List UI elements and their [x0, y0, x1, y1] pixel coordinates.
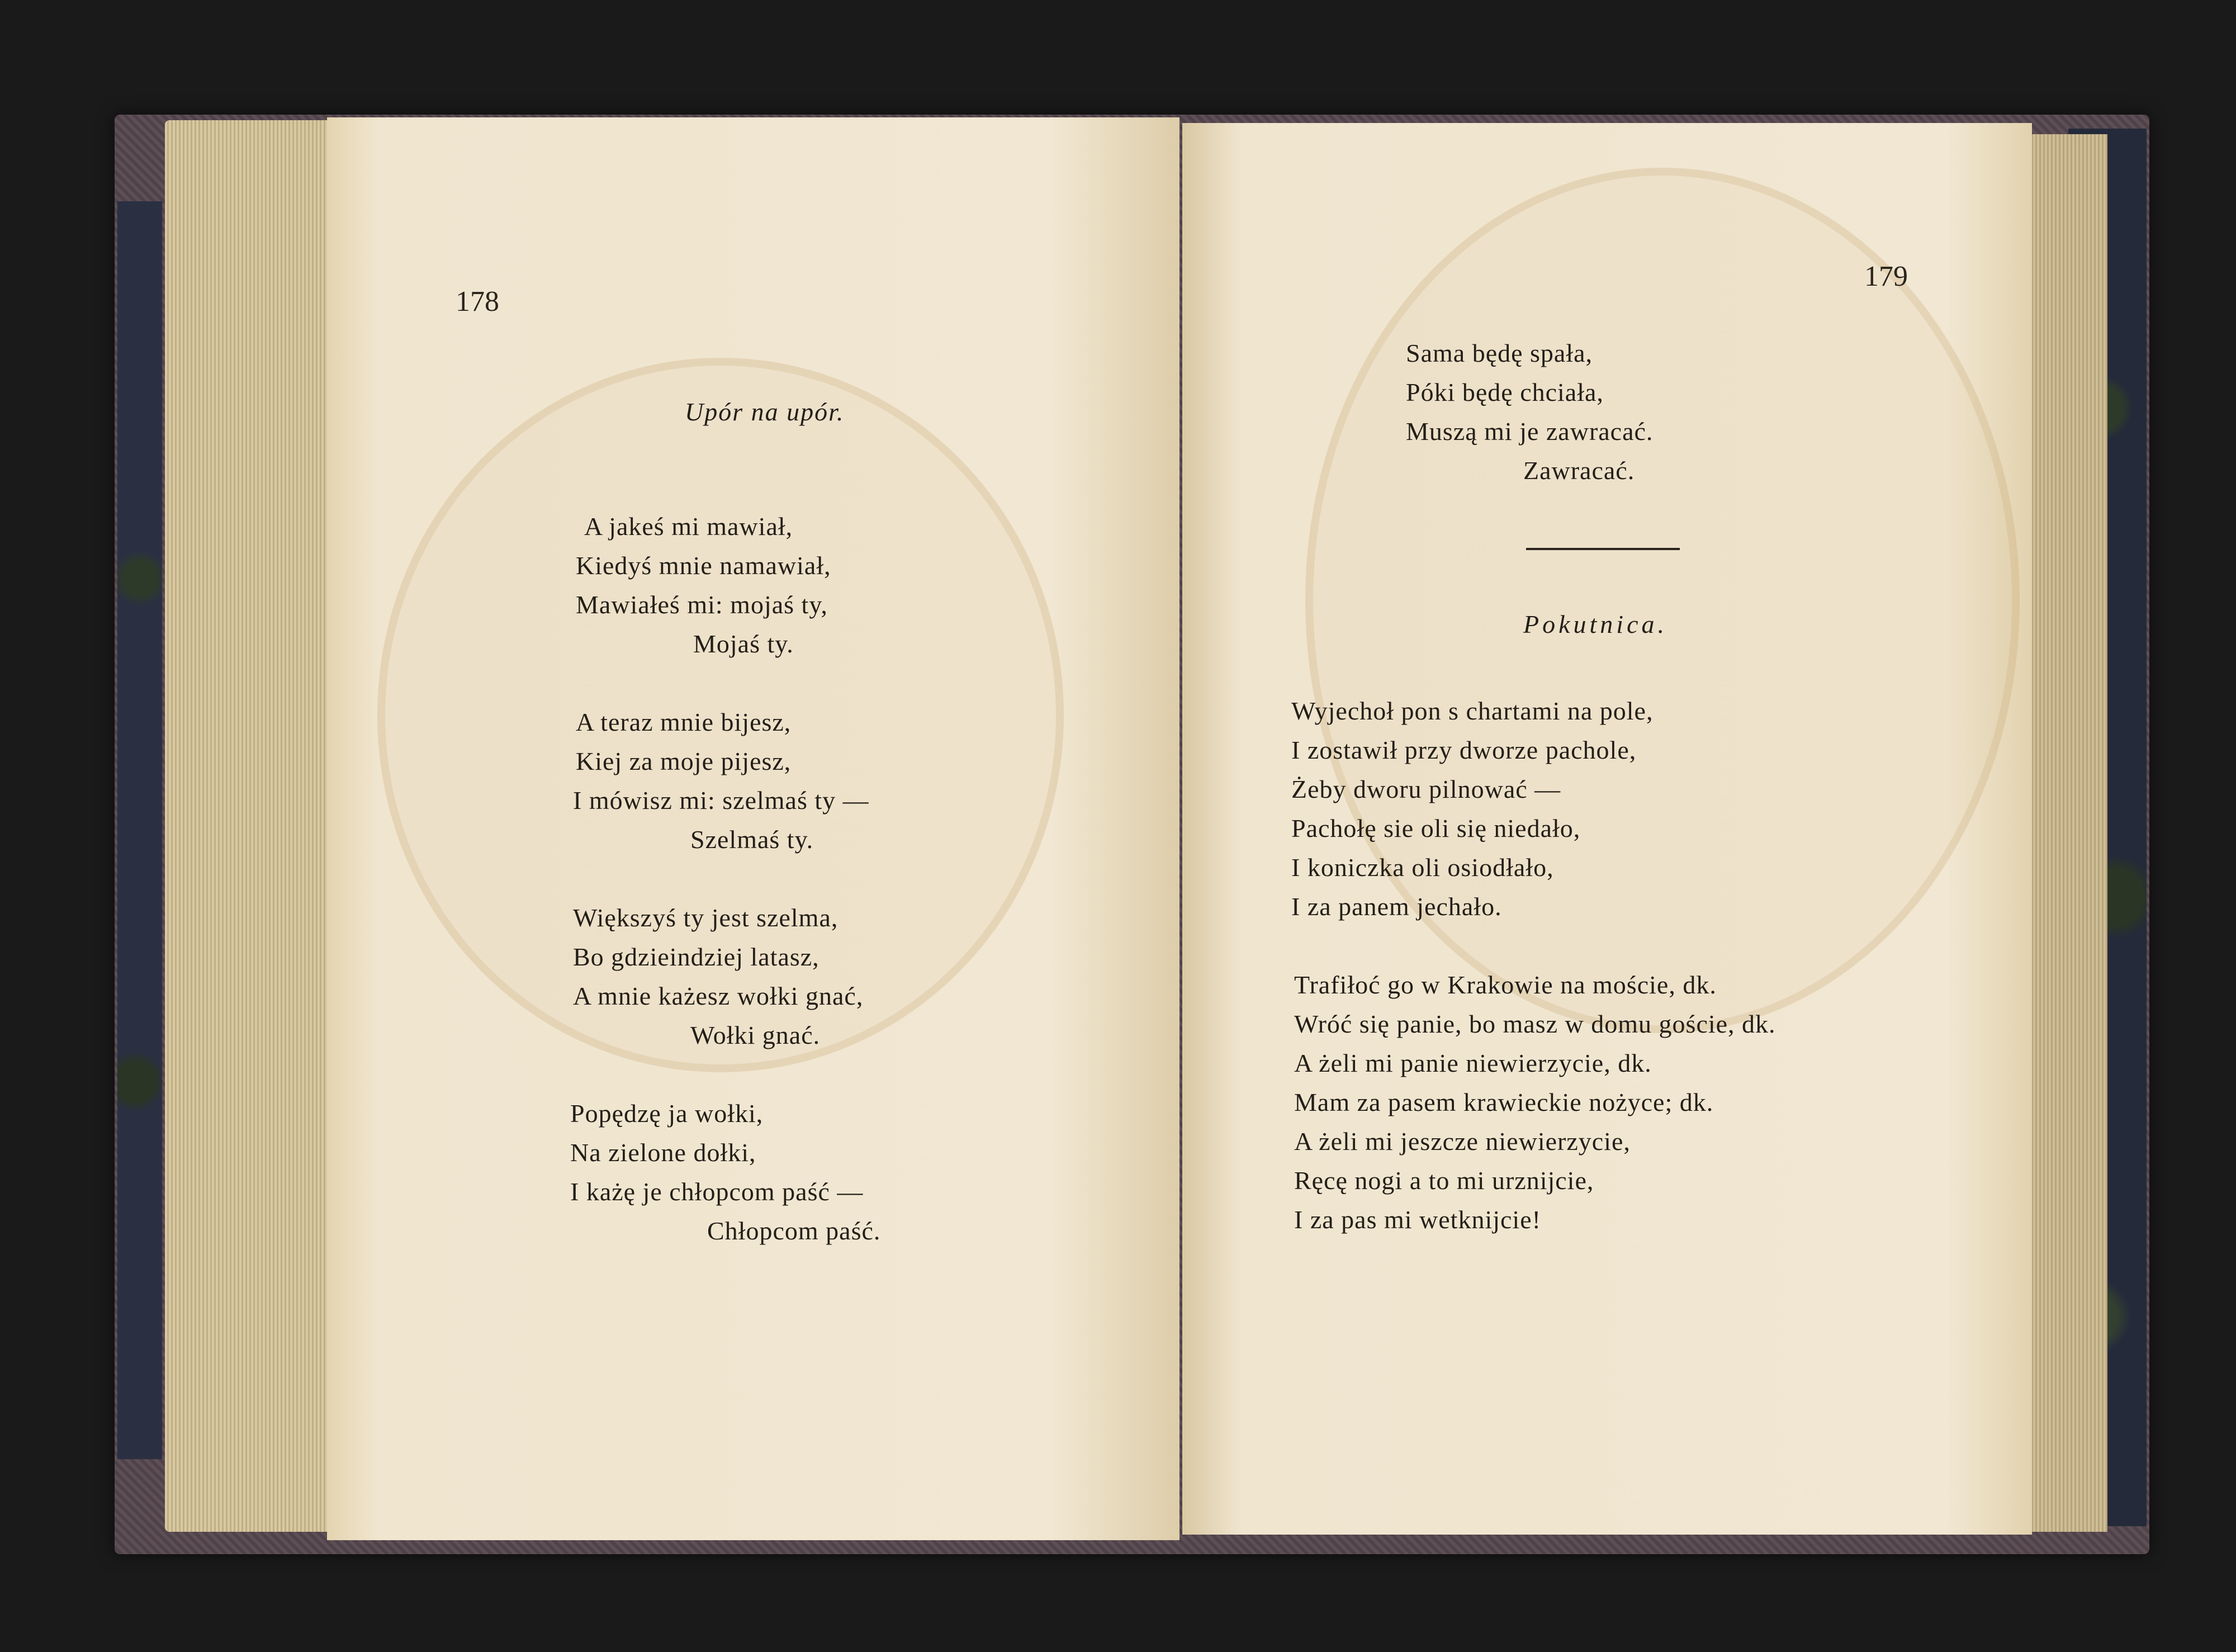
- verse-line: Sama będę spała,: [1406, 339, 1593, 367]
- page-number: 178: [456, 286, 499, 318]
- verse-line: Kiedyś mnie namawiał,: [576, 551, 831, 580]
- right-page: [1182, 123, 2032, 1535]
- verse-line: Mam za pasem krawieckie nożyce; dk.: [1294, 1088, 1714, 1116]
- verse-line: Ręcę nogi a to mi urznijcie,: [1294, 1166, 1594, 1195]
- verse-line: A żeli mi panie niewierzycie, dk.: [1294, 1049, 1652, 1077]
- page-number: 179: [1864, 261, 1908, 292]
- verse-line: Trafiłoć go w Krakowie na moście, dk.: [1294, 971, 1717, 999]
- verse-line: I mówisz mi: szelmaś ty —: [573, 786, 869, 815]
- verse-line: Wróć się panie, bo masz w domu goście, dk.: [1294, 1010, 1776, 1038]
- verse-line: I zostawił przy dworze pachole,: [1291, 736, 1637, 764]
- poem-title: Upór na upór.: [685, 397, 845, 426]
- verse-line: Chłopcom paść.: [707, 1216, 881, 1245]
- page-edges-left: [165, 120, 333, 1532]
- verse-line: Popędzę ja wołki,: [570, 1099, 764, 1128]
- verse-line: Pachołę sie oli się niedało,: [1291, 814, 1581, 842]
- verse-line: Większyś ty jest szelma,: [573, 903, 839, 932]
- verse-line: Wołki gnać.: [690, 1021, 821, 1049]
- verse-line: A teraz mnie bijesz,: [576, 708, 792, 736]
- verse-line: A jakeś mi mawiał,: [584, 512, 793, 541]
- verse-line: Muszą mi je zawracać.: [1406, 417, 1654, 446]
- verse-line: I każę je chłopcom paść —: [570, 1177, 864, 1206]
- verse-line: Żeby dworu pilnować —: [1291, 775, 1561, 803]
- verse-line: Wyjechoł pon s chartami na pole,: [1291, 697, 1654, 725]
- poem-title: Pokutnica.: [1523, 610, 1667, 638]
- verse-line: Zawracać.: [1523, 456, 1635, 485]
- verse-line: Mojaś ty.: [693, 629, 794, 658]
- verse-line: Mawiałeś mi: mojaś ty,: [576, 590, 828, 619]
- verse-line: Szelmaś ty.: [690, 825, 814, 854]
- verse-line: I koniczka oli osiodłało,: [1291, 853, 1554, 882]
- verse-line: I za panem jechało.: [1291, 892, 1502, 921]
- verse-line: A żeli mi jeszcze niewierzycie,: [1294, 1127, 1631, 1156]
- left-page: [327, 117, 1179, 1540]
- page-edges-right: [2029, 134, 2107, 1532]
- verse-line: Póki będę chciała,: [1406, 378, 1604, 406]
- verse-line: I za pas mi wetknijcie!: [1294, 1205, 1541, 1234]
- verse-line: Bo gdzieindziej latasz,: [573, 943, 819, 971]
- verse-line: A mnie każesz wołki gnać,: [573, 982, 864, 1010]
- verse-line: Kiej za moje pijesz,: [576, 747, 792, 775]
- cover-marbling-left: [117, 201, 162, 1459]
- section-divider: [1526, 548, 1680, 550]
- verse-line: Na zielone dołki,: [570, 1138, 756, 1167]
